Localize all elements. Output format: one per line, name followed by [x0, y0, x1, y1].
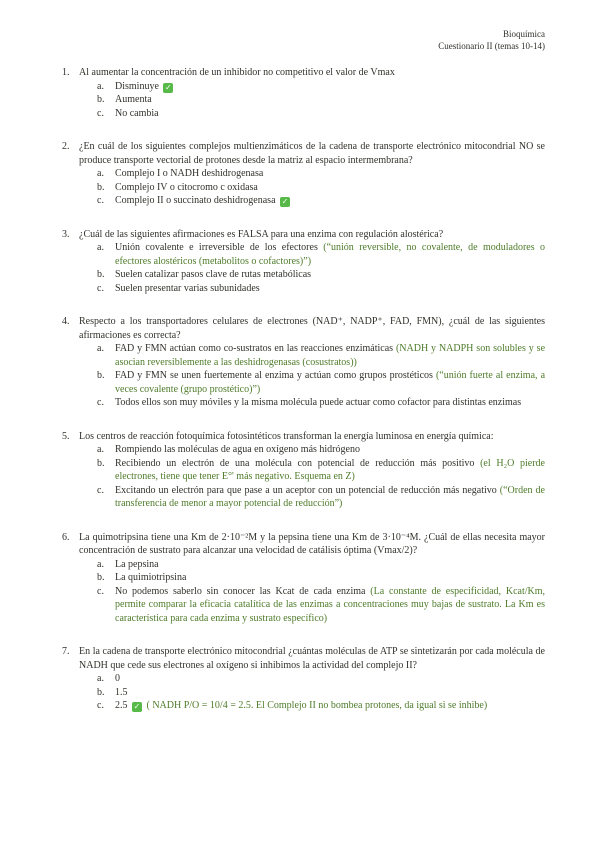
question-head	[62, 140, 545, 167]
option-letter: b.	[97, 572, 105, 583]
question	[62, 645, 545, 713]
option-text: La quimiotripsina	[115, 572, 187, 583]
option-letter: b.	[97, 457, 105, 469]
answer-option	[97, 571, 545, 585]
option-annotation: (NADH y NADPH son solubles y se asocian reversiblemente a las deshidrogenasas (cosustratos))	[115, 343, 546, 368]
option-letter: a.	[97, 80, 104, 92]
answer-option	[97, 241, 545, 268]
options-list	[62, 342, 545, 410]
option-text: Disminuye	[115, 80, 159, 92]
question-text: ¿Cuál de las siguientes afirmaciones es FALSA para una enzima con regulación alostérica?	[79, 228, 444, 240]
option-body	[115, 168, 263, 179]
options-list	[62, 672, 545, 713]
option-letter: a.	[97, 168, 104, 179]
option-body	[115, 81, 175, 92]
answer-option	[97, 268, 545, 282]
option-body	[115, 269, 311, 280]
options-list	[62, 558, 545, 626]
answer-option	[97, 369, 545, 396]
option-text: FAD y FMN se unen fuertemente al enzima y actúan como grupos prostéticos	[115, 370, 433, 381]
option-body	[115, 572, 186, 583]
option-body	[115, 687, 128, 698]
answer-option	[97, 443, 545, 457]
option-body	[115, 108, 159, 119]
option-letter: a.	[97, 673, 104, 684]
option-text: Complejo II o succinato deshidrogenasa	[115, 195, 276, 206]
option-text: Complejo IV o citocromo c oxidasa	[115, 181, 258, 193]
option-body	[115, 94, 152, 105]
option-text: Aumenta	[115, 94, 152, 105]
option-text: Suelen presentar varias subunidades	[115, 282, 260, 294]
option-text: 1.5	[115, 686, 128, 698]
question-number: 2.	[62, 141, 70, 152]
question-text: La quimotripsina tiene una Km de 2·10⁻²M y la pepsina tiene una Km de 3·10⁻⁴M. ¿Cuál de ellas necesita mayor concentración de sustrato para alcanzar una velocidad de catálisis óptima (Vmax/2)?	[79, 531, 545, 556]
answer-option	[97, 107, 545, 121]
option-body	[115, 700, 487, 711]
option-letter: a.	[97, 343, 104, 354]
option-body	[115, 182, 258, 193]
option-letter: c.	[97, 484, 104, 496]
option-annotation: (“Orden de transferencia de menor a mayor potencial de reducción”)	[115, 484, 545, 509]
options-list	[62, 443, 545, 511]
answer-option	[97, 484, 545, 511]
option-body	[115, 458, 545, 483]
answer-option	[97, 672, 545, 686]
option-text: Unión covalente e irreversible de los efectores	[115, 242, 318, 253]
checkmark-icon: ✓	[165, 82, 172, 92]
checkmark-icon: ✓	[133, 702, 141, 711]
header-subtitle: Cuestionario II (temas 10-14)	[438, 41, 545, 51]
questions-list	[62, 66, 545, 713]
answer-option	[97, 457, 545, 484]
option-letter: c.	[97, 195, 104, 206]
option-text: Suelen catalizar pasos clave de rutas metabólicas	[115, 269, 312, 280]
answer-option	[97, 282, 545, 296]
question-text: Respecto a los transportadores celulares de electrones (NAD⁺, NADP⁺, FAD, FMN), ¿cuál de las siguientes afirmaciones es correcta?	[79, 316, 545, 341]
option-letter: a.	[97, 242, 104, 253]
question	[62, 531, 545, 626]
option-letter: b.	[97, 686, 105, 698]
answer-option	[97, 93, 545, 107]
question-number: 7.	[62, 646, 70, 657]
question-number: 4.	[62, 316, 70, 327]
option-letter: b.	[97, 181, 105, 193]
answer-option	[97, 585, 545, 626]
answer-option	[97, 342, 545, 369]
option-text: Rompiendo las moléculas de agua en oxígeno más hidrógeno	[115, 444, 360, 455]
option-annotation: (“unión reversible, no covalente, de moduladores o efectores alostéricos (metabolitos o cofactores)”)	[115, 242, 546, 267]
option-text: La pepsina	[115, 558, 159, 570]
question-head	[62, 430, 545, 444]
answer-option	[97, 80, 545, 94]
question-number: 5.	[62, 430, 70, 442]
document-header	[62, 28, 545, 52]
option-letter: c.	[97, 700, 104, 711]
options-list	[62, 167, 545, 208]
option-letter: a.	[97, 558, 104, 570]
option-text: 2.5	[115, 700, 128, 711]
question-text: ¿En cuál de los siguientes complejos multienzimáticos de la cadena de transporte electrónico mitocondrial NO se produce transporte vectorial de protones desde la matriz al espacio intermembrana?	[79, 141, 545, 166]
question-head	[62, 228, 545, 242]
options-list	[62, 80, 545, 121]
question-text: Los centros de reacción fotoquímica fotosintéticos transforman la energía luminosa en energía química:	[79, 430, 494, 442]
answer-option	[97, 558, 545, 572]
option-text: Complejo I o NADH deshidrogenasa	[115, 168, 264, 179]
option-annotation: (La constante de especificidad, Kcat/Km, permite comparar la eficacia catalítica de las enzimas a concentraciones muy bajas de sustrato. La Km es característica para cada enzima y sustrato específico)	[115, 585, 545, 624]
option-letter: a.	[97, 444, 104, 455]
option-annotation: (el H₂O pierde electrones, tiene que tener E°' más negativo. Esquema en Z)	[115, 457, 545, 482]
answer-option	[97, 167, 545, 181]
option-text: Excitando un electrón para que pase a un aceptor con un potencial de reducción más negativo	[115, 484, 497, 496]
question-head	[62, 531, 545, 558]
option-body	[115, 370, 545, 395]
answer-option	[97, 686, 545, 700]
option-annotation: (“unión fuerte al enzima, a veces covalente (grupo prostético)”)	[115, 370, 546, 395]
option-body	[115, 283, 260, 294]
option-letter: c.	[97, 397, 104, 408]
option-body	[115, 397, 521, 408]
checkmark-icon: ✓	[281, 197, 289, 206]
option-letter: b.	[97, 370, 105, 381]
option-body	[115, 343, 545, 368]
option-text: Todos ellos son muy móviles y la misma molécula puede actuar como cofactor para distintas enzimas	[115, 397, 522, 408]
option-letter: c.	[97, 585, 104, 597]
option-body	[115, 444, 360, 455]
question-number: 6.	[62, 531, 70, 543]
option-letter: b.	[97, 269, 105, 280]
question-number: 3.	[62, 228, 70, 240]
question	[62, 66, 545, 120]
option-text: FAD y FMN actúan como co-sustratos en las reacciones enzimáticas	[115, 343, 394, 354]
option-text: Recibiendo un electrón de una molécula con potencial de reducción más positivo	[115, 457, 475, 469]
answer-option	[97, 181, 545, 195]
question-head	[62, 315, 545, 342]
question-text: En la cadena de transporte electrónico mitocondrial ¿cuántas moléculas de ATP se sintetizarán por cada molécula de NADH que cede sus electrones al oxígeno si inhibimos la actividad del complejo II?	[79, 646, 545, 671]
option-annotation: ( NADH P/O = 10/4 = 2.5. El Complejo II no bombea protones, da igual si se inhibe)	[144, 700, 488, 711]
option-text: No podemos saberlo sin conocer las Kcat de cada enzima	[115, 585, 366, 597]
option-letter: c.	[97, 282, 104, 294]
option-body	[115, 485, 545, 510]
option-body	[115, 673, 120, 684]
answer-option	[97, 699, 545, 713]
question-number: 1.	[62, 67, 70, 78]
question	[62, 430, 545, 511]
question	[62, 315, 545, 410]
options-list	[62, 241, 545, 295]
option-body	[115, 242, 545, 267]
question-head	[62, 66, 545, 80]
option-body	[115, 586, 545, 624]
question-head	[62, 645, 545, 672]
answer-option	[97, 396, 545, 410]
answer-option	[97, 194, 545, 208]
header-course: Bioquímica	[503, 29, 545, 39]
option-text: 0	[115, 673, 120, 684]
option-body	[115, 195, 292, 206]
option-letter: b.	[97, 94, 105, 105]
question	[62, 140, 545, 208]
question	[62, 228, 545, 296]
option-text: No cambia	[115, 107, 159, 119]
question-text: Al aumentar la concentración de un inhibidor no competitivo el valor de Vmax	[79, 67, 395, 78]
option-body	[115, 559, 159, 570]
option-letter: c.	[97, 107, 104, 119]
